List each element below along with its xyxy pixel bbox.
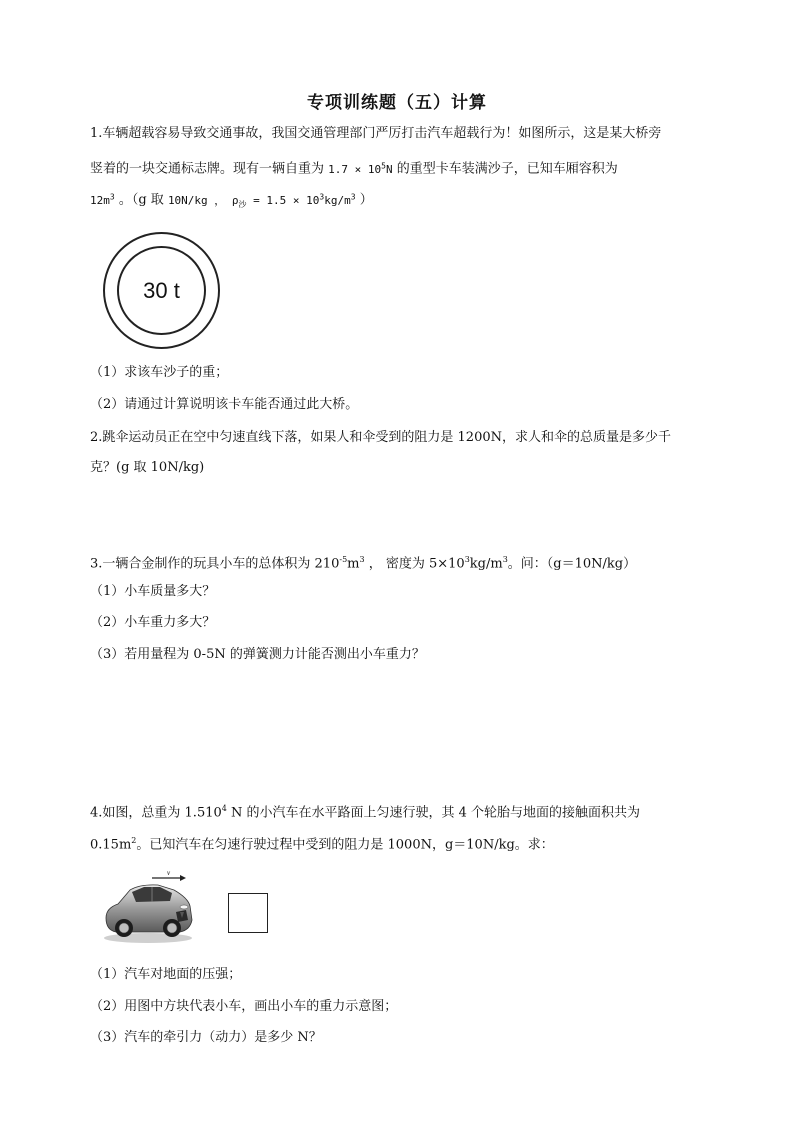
car-illustration bbox=[100, 868, 200, 948]
q1-line-3 bbox=[90, 188, 373, 214]
q4-line-2: $0.15m^2$。已知汽车在匀速行驶过程中受到的阻力是 1000N，g＝10N/kg。求： bbox=[90, 836, 554, 853]
q1-constants: 10N/kg ， $\rho_沙 = 1.5 \times 10^3kg/m^3$ bbox=[167, 192, 356, 209]
q1-line-2 bbox=[90, 157, 618, 179]
traffic-sign-weight-limit: 30 t bbox=[117, 246, 206, 335]
car-block-square bbox=[228, 893, 268, 933]
q3-subquestion-1: （1）小车质量多大？ bbox=[90, 584, 216, 599]
q4-subquestion-3: （3）汽车的牵引力（动力）是多少 N？ bbox=[90, 1030, 322, 1045]
q4-line-1: 4.如图，总重为 1.510$^4$ N 的小汽车在水平路面上匀速行驶，其 4 个轮胎与地面的接触面积共为 bbox=[90, 804, 641, 821]
q1-line-1: 1.车辆超载容易导致交通事故，我国交通管理部门严厉打击汽车超载行为！如图所示，这是某大桥旁 bbox=[90, 126, 662, 141]
q1-line-2-text-b: 的重型卡车装满沙子，已知车厢容积为 bbox=[392, 161, 618, 177]
q1-subquestion-1: （1）求该车沙子的重； bbox=[90, 365, 229, 380]
q2-line-1: 2.跳伞运动员正在空中匀速直线下落，如果人和伞受到的阻力是 1200N，求人和伞的总质量是多少千 bbox=[90, 430, 671, 445]
q4-subquestion-2: （2）用图中方块代表小车，画出小车的重力示意图； bbox=[90, 999, 398, 1014]
q3-line-1: 3.一辆合金制作的玩具小车的总体积为 $210^{-5}m^3$ ， 密度为 $5\times 10^3kg/m^3$。问：（g＝10N/kg） bbox=[90, 555, 637, 572]
q1-line-2-text-a: 竖着的一块交通标志牌。现有一辆自重为 bbox=[90, 161, 329, 177]
q1-truck-weight: $1.7 \times 10^5N$ bbox=[328, 161, 393, 176]
q1-volume: $12m^3$ bbox=[90, 192, 115, 207]
q2-line-2: 克？(g 取 10N/kg) bbox=[90, 460, 205, 475]
q1-subquestion-2: （2）请通过计算说明该卡车能否通过此大桥。 bbox=[90, 397, 359, 412]
q3-subquestion-3: （3）若用量程为 0-5N 的弹簧测力计能否测出小车重力？ bbox=[90, 647, 425, 662]
q3-subquestion-2: （2）小车重力多大？ bbox=[90, 615, 216, 630]
velocity-label: v bbox=[167, 869, 171, 877]
q4-subquestion-1: （1）汽车对地面的压强； bbox=[90, 967, 242, 982]
q1-line-3-text-a: 。（g 取 bbox=[114, 192, 168, 208]
page-title: 专项训练题（五）计算 bbox=[307, 93, 487, 113]
q1-line-3-end: ） bbox=[355, 192, 373, 208]
